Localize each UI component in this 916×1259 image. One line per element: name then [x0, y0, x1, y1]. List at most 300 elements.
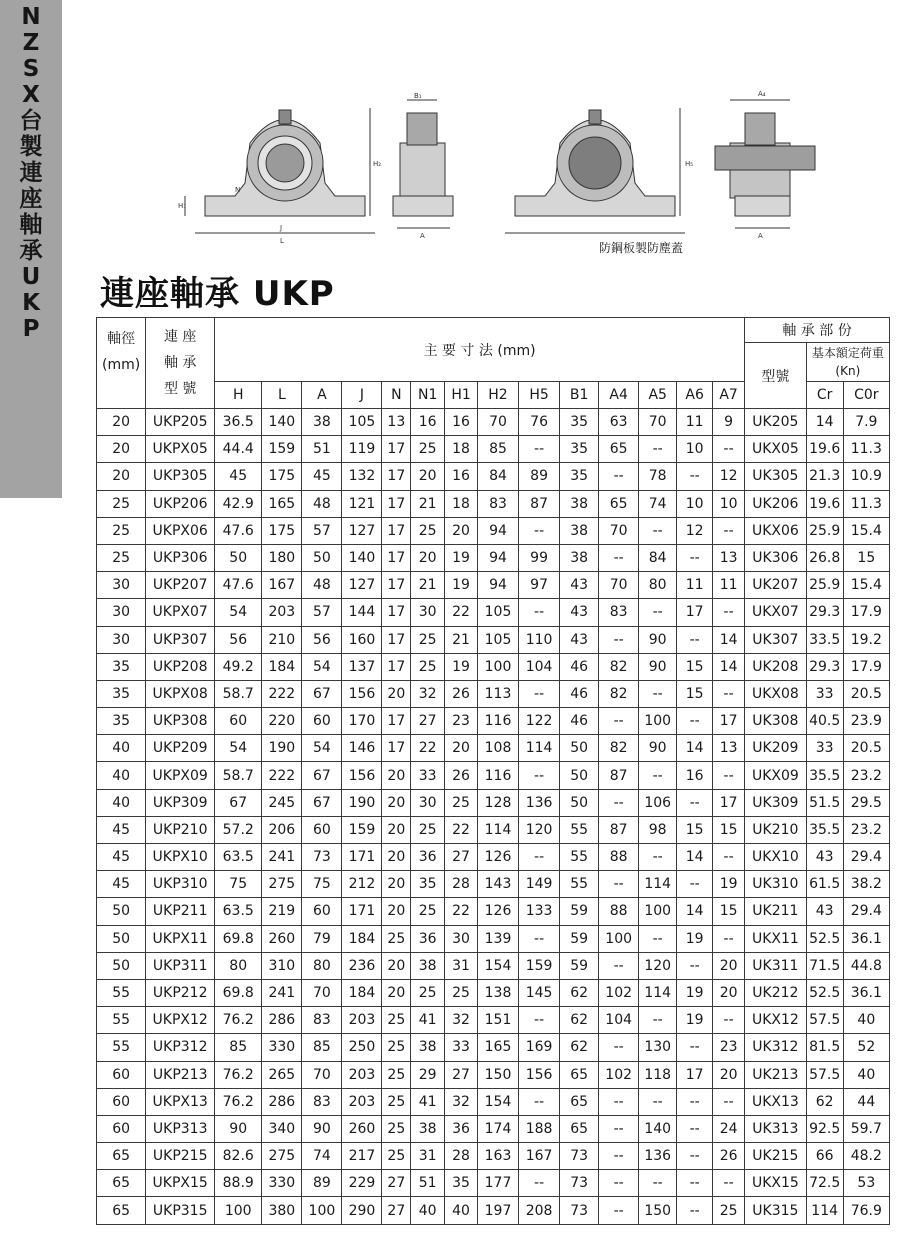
header-model-line1: 連 座 [163, 329, 197, 345]
cell-bearing-model: UK211 [745, 898, 807, 925]
cell-bearing-model: UK313 [745, 1115, 807, 1142]
cell-a7: 9 [713, 409, 745, 436]
cell-shaft: 60 [97, 1061, 146, 1088]
cell-b1: 73 [560, 1170, 599, 1197]
sidebar-label-char: 座 [19, 186, 43, 212]
cell-j: 156 [342, 680, 382, 707]
spec-table-body [97, 409, 890, 1225]
cell-h2: 165 [477, 1034, 518, 1061]
cell-shaft: 35 [97, 653, 146, 680]
cell-a6: -- [677, 789, 713, 816]
cell-a: 67 [302, 762, 342, 789]
cell-h5: 114 [519, 735, 560, 762]
cell-h: 58.7 [215, 680, 262, 707]
cell-a: 60 [302, 898, 342, 925]
cell-l: 340 [262, 1115, 302, 1142]
cell-n: 20 [382, 680, 411, 707]
cell-n1: 30 [411, 789, 445, 816]
cell-a5: 78 [639, 463, 677, 490]
cell-bearing-model: UKX13 [745, 1088, 807, 1115]
cell-h: 90 [215, 1115, 262, 1142]
sidebar-label-char: 軸 [19, 212, 43, 238]
cell-cor: 15.4 [843, 517, 889, 544]
cell-bearing-model: UK311 [745, 952, 807, 979]
cell-bearing-model: UK309 [745, 789, 807, 816]
cell-cor: 29.5 [843, 789, 889, 816]
cell-a5: 80 [639, 572, 677, 599]
cell-a: 85 [302, 1034, 342, 1061]
cell-n: 25 [382, 1088, 411, 1115]
cell-h1: 18 [445, 436, 478, 463]
cell-a5: 114 [639, 871, 677, 898]
dim-b1-label: B₁ [414, 92, 422, 100]
cell-a5: 84 [639, 544, 677, 571]
header-dim-l: L [262, 382, 302, 409]
cell-cr: 92.5 [806, 1115, 843, 1142]
cell-shaft: 35 [97, 708, 146, 735]
cell-l: 184 [262, 653, 302, 680]
cell-a4: 102 [599, 979, 639, 1006]
header-model-line2: 軸 承 [163, 355, 197, 371]
cell-a: 54 [302, 653, 342, 680]
cell-model: UKP210 [146, 816, 215, 843]
table-row [97, 1088, 890, 1115]
header-shaft-label: 軸徑 [107, 331, 136, 347]
cell-shaft: 65 [97, 1170, 146, 1197]
cell-bearing-model: UKX07 [745, 599, 807, 626]
cell-h5: 99 [519, 544, 560, 571]
cell-a6: 17 [677, 1061, 713, 1088]
cell-n1: 27 [411, 708, 445, 735]
cell-a5: 98 [639, 816, 677, 843]
table-row [97, 708, 890, 735]
cell-a6: -- [677, 708, 713, 735]
cell-n1: 22 [411, 735, 445, 762]
table-row [97, 1034, 890, 1061]
cell-h: 54 [215, 599, 262, 626]
cell-a6: 19 [677, 1007, 713, 1034]
cell-cor: 17.9 [843, 653, 889, 680]
cell-n1: 36 [411, 844, 445, 871]
cell-model: UKP208 [146, 653, 215, 680]
cell-a6: 15 [677, 653, 713, 680]
cell-shaft: 20 [97, 436, 146, 463]
cell-cr: 29.3 [806, 653, 843, 680]
cell-cr: 52.5 [806, 979, 843, 1006]
cell-h2: 151 [477, 1007, 518, 1034]
cell-a4: -- [599, 1034, 639, 1061]
cell-bearing-model: UK212 [745, 979, 807, 1006]
header-shaft-unit: (mm) [102, 357, 141, 373]
cell-model: UKP215 [146, 1143, 215, 1170]
sidebar-label-char: P [22, 316, 40, 342]
cell-a: 51 [302, 436, 342, 463]
cell-h2: 108 [477, 735, 518, 762]
cell-h1: 31 [445, 952, 478, 979]
header-dim-h2: H2 [477, 382, 518, 409]
pillow-block-diagrams [175, 88, 825, 260]
cell-a4: 87 [599, 762, 639, 789]
cell-cor: 44 [843, 1088, 889, 1115]
cell-bearing-model: UK215 [745, 1143, 807, 1170]
cell-h1: 21 [445, 626, 478, 653]
cell-h1: 25 [445, 789, 478, 816]
cell-a7: 12 [713, 463, 745, 490]
cell-n1: 35 [411, 871, 445, 898]
cell-cor: 38.2 [843, 871, 889, 898]
cell-shaft: 45 [97, 871, 146, 898]
cell-h5: -- [519, 436, 560, 463]
cell-h2: 116 [477, 708, 518, 735]
cell-h1: 23 [445, 708, 478, 735]
cell-model: UKP306 [146, 544, 215, 571]
cell-h1: 36 [445, 1115, 478, 1142]
dim-h5-label: H₅ [685, 160, 694, 168]
cell-a6: 15 [677, 680, 713, 707]
cell-a4: 63 [599, 409, 639, 436]
dim-a-label: A [420, 232, 425, 240]
cell-a: 60 [302, 816, 342, 843]
cell-model: UKP313 [146, 1115, 215, 1142]
cell-n1: 38 [411, 1115, 445, 1142]
cell-n1: 25 [411, 517, 445, 544]
cell-n: 20 [382, 952, 411, 979]
cell-h1: 20 [445, 735, 478, 762]
cell-h2: 143 [477, 871, 518, 898]
cell-cor: 10.9 [843, 463, 889, 490]
cell-n1: 25 [411, 979, 445, 1006]
cell-h1: 28 [445, 1143, 478, 1170]
cell-h5: 110 [519, 626, 560, 653]
cell-h2: 138 [477, 979, 518, 1006]
cell-h1: 28 [445, 871, 478, 898]
cell-a4: -- [599, 626, 639, 653]
cell-n1: 30 [411, 599, 445, 626]
cell-a4: -- [599, 871, 639, 898]
cell-b1: 43 [560, 626, 599, 653]
cell-a: 45 [302, 463, 342, 490]
header-load-rating-unit: (Kn) [835, 364, 861, 378]
cell-l: 380 [262, 1197, 302, 1224]
cell-b1: 55 [560, 844, 599, 871]
cell-l: 260 [262, 925, 302, 952]
cell-a: 83 [302, 1007, 342, 1034]
cell-h: 36.5 [215, 409, 262, 436]
cell-h: 50 [215, 544, 262, 571]
cell-h1: 32 [445, 1088, 478, 1115]
cell-bearing-model: UK213 [745, 1061, 807, 1088]
cell-a6: 12 [677, 517, 713, 544]
front-view-1 [185, 108, 375, 233]
cell-h1: 19 [445, 653, 478, 680]
header-dim-n1: N1 [411, 382, 445, 409]
cell-n1: 20 [411, 544, 445, 571]
cell-n1: 32 [411, 680, 445, 707]
cell-a: 89 [302, 1170, 342, 1197]
header-model-line3: 型 號 [163, 381, 197, 397]
cell-a5: 70 [639, 409, 677, 436]
cell-cor: 19.2 [843, 626, 889, 653]
cell-b1: 65 [560, 1061, 599, 1088]
cell-h: 47.6 [215, 572, 262, 599]
cell-h1: 22 [445, 816, 478, 843]
cell-a7: 24 [713, 1115, 745, 1142]
cell-n: 20 [382, 898, 411, 925]
cell-shaft: 25 [97, 517, 146, 544]
cell-j: 203 [342, 1088, 382, 1115]
cell-model: UKPX06 [146, 517, 215, 544]
cell-n: 17 [382, 517, 411, 544]
cell-a5: 90 [639, 735, 677, 762]
sidebar-label-char: K [22, 290, 40, 316]
cell-h: 58.7 [215, 762, 262, 789]
cell-h1: 33 [445, 1034, 478, 1061]
cell-l: 222 [262, 762, 302, 789]
cell-h5: -- [519, 599, 560, 626]
cell-model: UKP205 [146, 409, 215, 436]
cell-a5: -- [639, 762, 677, 789]
table-row [97, 680, 890, 707]
cell-n: 25 [382, 1034, 411, 1061]
cell-a5: 130 [639, 1034, 677, 1061]
cell-bearing-model: UK310 [745, 871, 807, 898]
cell-j: 105 [342, 409, 382, 436]
cell-shaft: 25 [97, 544, 146, 571]
cell-shaft: 55 [97, 1007, 146, 1034]
cell-a4: 82 [599, 653, 639, 680]
cell-h5: 167 [519, 1143, 560, 1170]
cell-a4: 65 [599, 490, 639, 517]
cell-a5: -- [639, 680, 677, 707]
cell-model: UKPX08 [146, 680, 215, 707]
cell-bearing-model: UK305 [745, 463, 807, 490]
cell-model: UKPX10 [146, 844, 215, 871]
table-row [97, 409, 890, 436]
cell-h: 57.2 [215, 816, 262, 843]
cell-a6: 14 [677, 844, 713, 871]
cell-shaft: 35 [97, 680, 146, 707]
cell-a5: -- [639, 599, 677, 626]
cell-bearing-model: UK206 [745, 490, 807, 517]
cell-h5: -- [519, 844, 560, 871]
cell-n: 25 [382, 925, 411, 952]
cell-a: 79 [302, 925, 342, 952]
cell-b1: 73 [560, 1143, 599, 1170]
cell-h2: 94 [477, 572, 518, 599]
cell-j: 132 [342, 463, 382, 490]
header-dim-n: N [382, 382, 411, 409]
cell-n: 20 [382, 979, 411, 1006]
cell-l: 265 [262, 1061, 302, 1088]
cell-j: 184 [342, 925, 382, 952]
header-dim-h: H [215, 382, 262, 409]
cell-a7: -- [713, 925, 745, 952]
cell-shaft: 50 [97, 898, 146, 925]
cell-b1: 46 [560, 708, 599, 735]
dim-j-label: J [280, 224, 283, 232]
cell-a7: 25 [713, 1197, 745, 1224]
header-dim-j: J [342, 382, 382, 409]
cell-b1: 59 [560, 952, 599, 979]
sidebar-label-char: X [22, 82, 40, 108]
cell-cr: 81.5 [806, 1034, 843, 1061]
cell-b1: 38 [560, 544, 599, 571]
cell-n: 17 [382, 490, 411, 517]
cell-h: 45 [215, 463, 262, 490]
cell-n1: 16 [411, 409, 445, 436]
cell-a7: -- [713, 1170, 745, 1197]
cell-cor: 52 [843, 1034, 889, 1061]
cell-cr: 61.5 [806, 871, 843, 898]
cell-l: 180 [262, 544, 302, 571]
cell-a6: -- [677, 871, 713, 898]
cell-model: UKPX13 [146, 1088, 215, 1115]
cell-model: UKP309 [146, 789, 215, 816]
dim-a4-label: A₄ [758, 90, 766, 98]
cell-l: 286 [262, 1088, 302, 1115]
cell-a6: 11 [677, 409, 713, 436]
cell-h: 69.8 [215, 925, 262, 952]
cell-bearing-model: UK308 [745, 708, 807, 735]
sidebar-label-char: 承 [19, 238, 43, 264]
cell-a: 75 [302, 871, 342, 898]
cell-h5: 208 [519, 1197, 560, 1224]
cell-h: 80 [215, 952, 262, 979]
cell-cr: 26.8 [806, 544, 843, 571]
cell-model: UKP211 [146, 898, 215, 925]
cell-h: 42.9 [215, 490, 262, 517]
cell-j: 260 [342, 1115, 382, 1142]
cell-a7: -- [713, 1088, 745, 1115]
cell-a7: 17 [713, 708, 745, 735]
cell-shaft: 65 [97, 1143, 146, 1170]
cell-h2: 70 [477, 409, 518, 436]
cell-h: 76.2 [215, 1088, 262, 1115]
cell-j: 203 [342, 1061, 382, 1088]
cell-l: 165 [262, 490, 302, 517]
cell-model: UKP312 [146, 1034, 215, 1061]
cell-a4: -- [599, 463, 639, 490]
cell-h1: 25 [445, 979, 478, 1006]
cell-a5: -- [639, 844, 677, 871]
dim-h2-label: H₂ [373, 160, 382, 168]
header-dim-h5: H5 [519, 382, 560, 409]
cell-n: 20 [382, 844, 411, 871]
cell-cor: 76.9 [843, 1197, 889, 1224]
cell-a4: 70 [599, 517, 639, 544]
cell-bearing-model: UK209 [745, 735, 807, 762]
cell-bearing-model: UKX15 [745, 1170, 807, 1197]
cell-a4: 65 [599, 436, 639, 463]
cell-cor: 23.9 [843, 708, 889, 735]
cell-shaft: 40 [97, 762, 146, 789]
cell-model: UKP305 [146, 463, 215, 490]
cell-j: 236 [342, 952, 382, 979]
cell-cr: 33 [806, 735, 843, 762]
cell-a5: -- [639, 517, 677, 544]
cell-bearing-model: UKX11 [745, 925, 807, 952]
cell-a4: 104 [599, 1007, 639, 1034]
header-load-rating [806, 343, 889, 382]
cell-cor: 59.7 [843, 1115, 889, 1142]
header-cor: C0r [843, 382, 889, 409]
cell-h5: -- [519, 1007, 560, 1034]
cell-n1: 31 [411, 1143, 445, 1170]
cell-l: 241 [262, 979, 302, 1006]
cell-n1: 38 [411, 952, 445, 979]
cell-cr: 19.6 [806, 490, 843, 517]
cell-h1: 40 [445, 1197, 478, 1224]
cell-n1: 38 [411, 1034, 445, 1061]
sidebar-label-char: 台 [19, 108, 43, 134]
cell-l: 190 [262, 735, 302, 762]
cell-a: 57 [302, 599, 342, 626]
header-load-rating-label: 基本額定荷重 [811, 346, 884, 360]
cell-b1: 38 [560, 490, 599, 517]
cell-cor: 44.8 [843, 952, 889, 979]
cell-cr: 33.5 [806, 626, 843, 653]
cell-j: 184 [342, 979, 382, 1006]
cell-cr: 25.9 [806, 572, 843, 599]
cell-h2: 84 [477, 463, 518, 490]
cell-shaft: 20 [97, 409, 146, 436]
cell-a5: 118 [639, 1061, 677, 1088]
cell-a5: 140 [639, 1115, 677, 1142]
cell-a7: 15 [713, 898, 745, 925]
cell-a: 90 [302, 1115, 342, 1142]
cell-a6: -- [677, 1170, 713, 1197]
cell-a7: -- [713, 1007, 745, 1034]
cell-h5: -- [519, 925, 560, 952]
cell-l: 167 [262, 572, 302, 599]
header-cr: Cr [806, 382, 843, 409]
cell-l: 175 [262, 463, 302, 490]
cell-cr: 14 [806, 409, 843, 436]
cell-h2: 94 [477, 517, 518, 544]
cell-a5: -- [639, 1088, 677, 1115]
cell-n1: 25 [411, 898, 445, 925]
cell-h: 100 [215, 1197, 262, 1224]
cell-a6: 10 [677, 490, 713, 517]
sidebar-label-char: Z [22, 30, 40, 56]
cell-model: UKPX07 [146, 599, 215, 626]
cell-model: UKP310 [146, 871, 215, 898]
cell-bearing-model: UK315 [745, 1197, 807, 1224]
cell-a6: 10 [677, 436, 713, 463]
cell-h: 67 [215, 789, 262, 816]
cell-a: 48 [302, 490, 342, 517]
cell-a: 67 [302, 789, 342, 816]
cell-a4: 100 [599, 925, 639, 952]
cell-a4: 87 [599, 816, 639, 843]
cell-l: 175 [262, 517, 302, 544]
cell-a7: 14 [713, 653, 745, 680]
cell-shaft: 65 [97, 1197, 146, 1224]
cell-cr: 57.5 [806, 1007, 843, 1034]
cell-h2: 174 [477, 1115, 518, 1142]
cell-a6: -- [677, 1143, 713, 1170]
cell-b1: 59 [560, 898, 599, 925]
cell-h2: 154 [477, 952, 518, 979]
cell-cor: 23.2 [843, 762, 889, 789]
cell-a4: -- [599, 789, 639, 816]
cell-bearing-model: UKX08 [745, 680, 807, 707]
cell-l: 140 [262, 409, 302, 436]
cell-a5: 106 [639, 789, 677, 816]
cell-a: 60 [302, 708, 342, 735]
cell-cor: 36.1 [843, 979, 889, 1006]
cell-a7: 17 [713, 789, 745, 816]
